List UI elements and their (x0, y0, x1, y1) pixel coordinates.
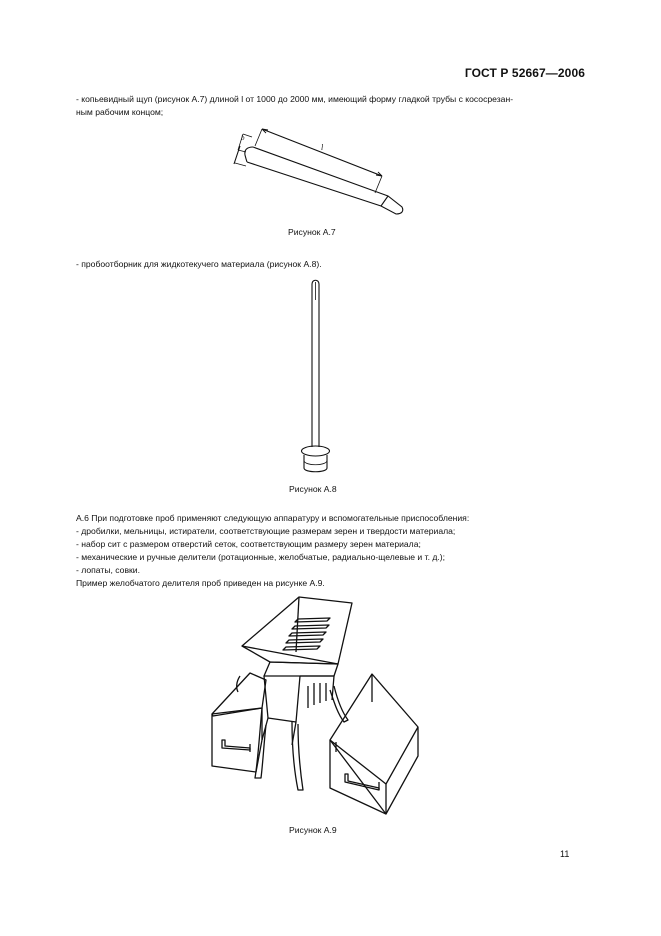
dim-length-label: l (321, 143, 324, 152)
liquid-sampler-item: - пробоотборник для жидкотекучего материала (рисунок А.8). (76, 259, 322, 269)
equipment-item: - лопаты, совки. (76, 565, 140, 575)
dim-width-label: b (241, 134, 245, 142)
page-number: 11 (560, 849, 570, 859)
probe-item-line1: - копьевидный щуп (рисунок А.7) длиной l от 1000 до 2000 мм, имеющий форму гладкой трубы с кососрезан- (76, 94, 514, 104)
probe-item-line2: ным рабочим концом; (76, 107, 164, 117)
equipment-item: - дробилки, мельницы, истиратели, соответствующие размерам зерен и твердости материала; (76, 526, 456, 536)
figure-a7-caption: Рисунок А.7 (288, 227, 336, 237)
document-header: ГОСТ Р 52667—2006 (464, 66, 585, 80)
section-a6-intro: А.6 При подготовке проб применяют следующую аппаратуру и вспомогательные приспособления: (76, 513, 470, 523)
equipment-item: - механические и ручные делители (ротационные, желобчатые, радиально-щелевые и т. д.); (76, 552, 446, 562)
figure-a9-caption: Рисунок А.9 (289, 825, 337, 835)
example-reference: Пример желобчатого делителя проб приведен на рисунке А.9. (76, 578, 325, 588)
equipment-item: - набор сит с размером отверстий сеток, соответствующим размеру зерен материала; (76, 539, 421, 549)
figure-a8-caption: Рисунок А.8 (289, 484, 337, 494)
